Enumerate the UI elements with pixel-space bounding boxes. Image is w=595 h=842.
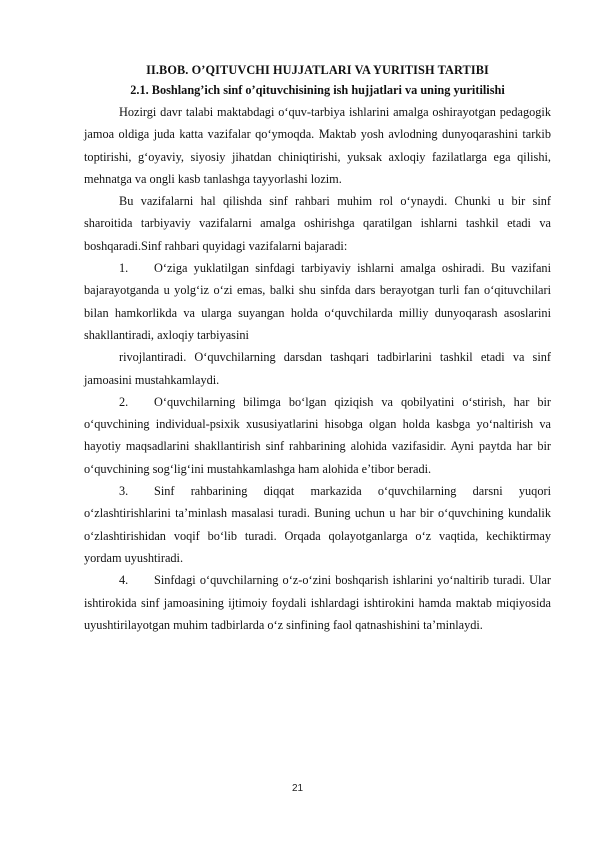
list-item-text: Sinfdagi o‘quvchilarning o‘z-o‘zini boshqarish ishlarini yo‘naltirib turadi. Ular ishtirokida sinf jamoasining ijtimoiy foydali ishlardagi ishtirokini hamda maktab miqiyosida uyushtirilayotgan muhim tadbirlarda o‘z sinfining faol qatnashishini ta’minlaydi.	[84, 573, 551, 632]
list-item-text: O‘quvchilarning bilimga bo‘lgan qiziqish va qobilyatini o‘stirish, har bir o‘quvchining individual-psixik xususiyatlarini hisobga olgan holda kasbga yo‘naltirish va hayotiy maqsadlarini shakllantirish sinf rahbarining alohida vazifasidir. Ayni paytda har bir o‘quvchining sog‘lig‘ini mustahkamlashga ham alohida e’tibor beradi.	[84, 394, 551, 476]
list-item-text: Sinf rahbarining diqqat markazida o‘quvchilarning darsni yuqori o‘zlashtirishlarini ta’minlash masalasi turadi. Buning uchun u har bir o‘quvchining kundalik o‘zlashtirishidan voqif bo‘lib turadi. Orqada qolayotganlarga o‘z vaqtida, kechiktirmay yordam uyushtiradi.	[84, 484, 551, 565]
page-number: 21	[291, 783, 304, 794]
list-item-number: 4.	[119, 573, 129, 588]
paragraph: Bu vazifalarni hal qilishda sinf rahbari muhim rol o‘ynaydi. Chunki u bir sinf sharoitida tarbiyaviy vazifalarni amalga oshirishga qaratilgan ishlarni tashkil etadi va boshqaradi.Sinf rahbari quyidagi vazifalarni bajaradi:	[84, 194, 551, 253]
document-page	[84, 60, 551, 636]
list-item	[84, 391, 551, 480]
list-item	[84, 257, 551, 346]
list-item-text: O‘ziga yuklatilgan sinfdagi tarbiyaviy ishlarni amalga oshiradi. Bu vazifani bajarayotganda u yolg‘iz o‘zi emas, balki shu sinfda dars berayotgan turli fan o‘qituvchilari bilan hamkorlikda va ularga suyangan holda o‘quvchilarda milliy dunyoqarash asoslarini shakllantiradi, axloqiy tarbiyasini	[84, 261, 551, 342]
paragraph: rivojlantiradi. O‘quvchilarning darsdan tashqari tadbirlarini tashkil etadi va sinf jamoasini mustahkamlaydi.	[84, 350, 551, 387]
list-item-number: 1.	[119, 261, 129, 276]
list-item-number: 3.	[119, 484, 129, 499]
paragraph: Hozirgi davr talabi maktabdagi o‘quv-tarbiya ishlarini amalga oshirayotgan pedagogik jamoa oldiga juda katta vazifalar qo‘ymoqda. Maktab yosh avlodning dunyoqarashini tarkib toptirishi, g‘oyaviy, siyosiy jihatdan chiniqtirishi, yuksak axloqiy fazilatlarga ega qilishi, mehnatga va ongli kasb tanlashga tayyorlashi lozim.	[84, 105, 551, 186]
chapter-title: II.BOB. O’QITUVCHI HUJJATLARI VA YURITISH TARTIBI	[146, 63, 489, 77]
list-item-number: 2.	[119, 394, 129, 409]
list-item	[84, 480, 551, 569]
section-title: 2.1. Boshlang’ich sinf o’qituvchisining ish hujjatlari va uning yuritilishi	[130, 83, 505, 97]
list-item	[84, 569, 551, 636]
